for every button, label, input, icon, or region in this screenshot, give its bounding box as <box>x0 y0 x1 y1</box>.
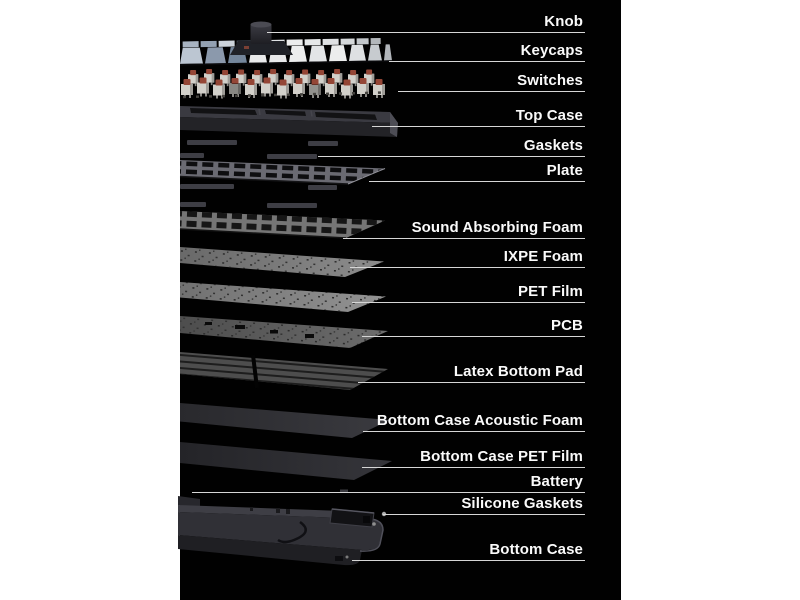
callout-line <box>352 560 585 562</box>
callout-line <box>362 336 585 338</box>
component-label: Silicone Gaskets <box>461 495 583 512</box>
component-label: PET Film <box>518 283 583 300</box>
component-label: PCB <box>551 317 583 334</box>
callout-bottom-case-acoustic-foam <box>363 410 585 432</box>
callout-line <box>343 238 585 240</box>
callout-line <box>363 431 585 433</box>
callout-line <box>352 302 585 304</box>
bottom-case-acoustic-foam-graphic <box>180 403 390 438</box>
callout-line <box>383 514 585 516</box>
component-label: Battery <box>530 473 583 490</box>
component-label: Bottom Case Acoustic Foam <box>376 412 583 429</box>
callout-line <box>398 91 585 93</box>
callout-switches <box>398 70 585 92</box>
component-label: Gaskets <box>523 137 583 154</box>
plate-graphic <box>180 160 385 184</box>
callout-line <box>389 61 585 63</box>
callout-top-case <box>372 105 585 127</box>
callout-bottom-case-pet-film <box>362 446 585 468</box>
callout-pet-film <box>352 281 585 303</box>
component-label: Keycaps <box>520 42 583 59</box>
callout-latex-bottom-pad <box>358 361 585 383</box>
callout-line <box>362 467 585 469</box>
callout-ixpe-foam <box>350 246 585 268</box>
component-label: IXPE Foam <box>503 248 583 265</box>
callout-line <box>358 382 585 384</box>
callout-line <box>267 32 585 34</box>
callout-battery <box>192 471 585 493</box>
latex-bottom-pad-graphic <box>180 352 388 390</box>
component-label: Latex Bottom Pad <box>453 363 583 380</box>
pcb-graphic <box>180 316 388 348</box>
callout-line <box>318 156 585 158</box>
callout-sound-absorbing-foam <box>343 217 585 239</box>
callout-pcb <box>362 315 585 337</box>
callout-line <box>372 126 585 128</box>
component-label: Top Case <box>515 107 583 124</box>
component-label: Knob <box>544 13 583 30</box>
callout-line <box>369 181 585 183</box>
component-label: Bottom Case <box>489 541 583 558</box>
component-label: Sound Absorbing Foam <box>411 219 583 236</box>
component-label: Bottom Case PET Film <box>420 448 583 465</box>
top-case-graphic <box>180 106 398 137</box>
callout-knob <box>267 11 585 33</box>
switches-graphic <box>181 69 386 99</box>
callout-silicone-gaskets <box>383 493 585 515</box>
callout-gaskets <box>318 135 585 157</box>
component-label: Plate <box>546 162 583 179</box>
component-label: Switches <box>517 72 583 89</box>
callout-plate <box>369 160 585 182</box>
callout-line <box>350 267 585 269</box>
callout-bottom-case <box>352 539 585 561</box>
callout-keycaps <box>389 40 585 62</box>
